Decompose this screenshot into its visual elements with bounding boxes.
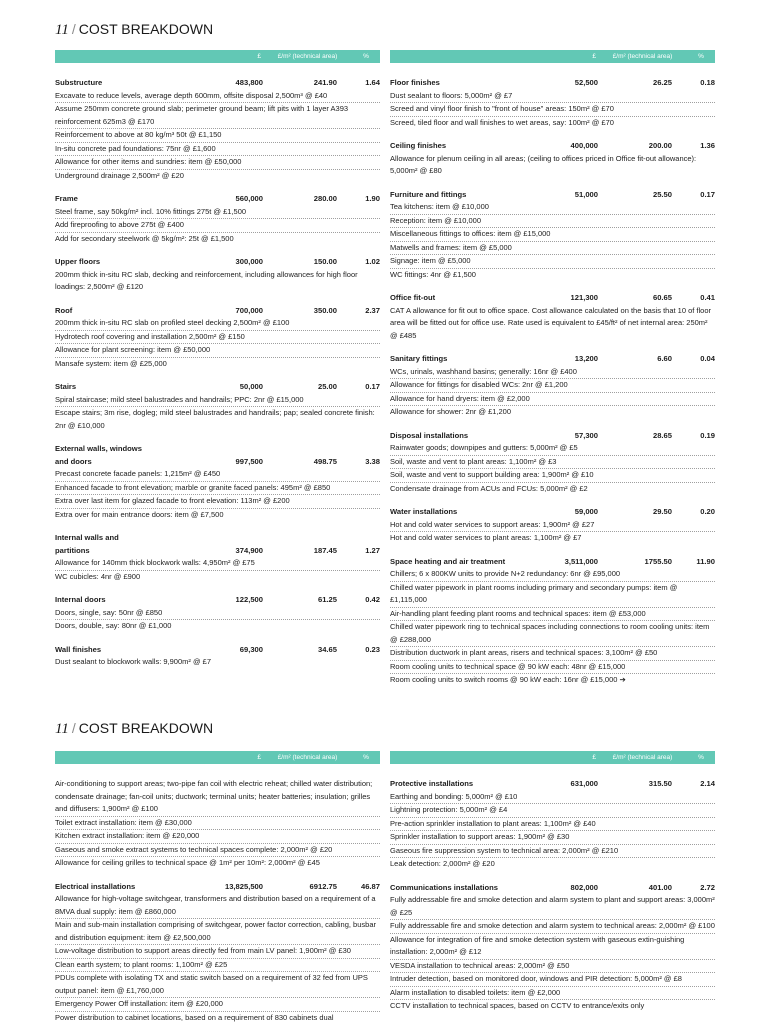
cost-item: CCTV installation to technical spaces, based on CCTV to entrance/exits only	[390, 1001, 645, 1010]
section-total: 51,000	[574, 189, 598, 199]
cost-item: Doors, single, say: 50nr @ £850	[55, 607, 380, 621]
section-name-line: Internal doors	[55, 595, 106, 604]
cost-item: Fully addressable fire and smoke detection and alarm system to technical areas: 2,000m² @ £100	[390, 920, 715, 934]
section-name-line: Electrical installations	[55, 881, 136, 891]
cost-section	[55, 305, 380, 371]
section-name-line: Office fit-out	[390, 293, 436, 302]
cost-item: Miscellaneous fittings to offices: item @ £15,000	[390, 228, 715, 242]
cost-item: Extra over last item for glazed facade to front elevation: 113m² @ £200	[55, 495, 380, 509]
header-total-label: £	[592, 53, 596, 60]
section-total: 631,000	[570, 779, 598, 788]
section-total: 802,000	[570, 882, 598, 892]
cost-item: Escape stairs; 3m rise, dogleg; mild steel balustrades and handrails; pap; sealed concrete finish: 2nr @ £10,000	[55, 408, 375, 430]
section-name-line: Roof	[55, 305, 73, 315]
section-name-line: Stairs	[55, 382, 77, 391]
section-heading	[55, 305, 380, 318]
section-name	[55, 594, 203, 607]
section-percent: 0.20	[700, 507, 715, 516]
section-name	[55, 193, 203, 206]
cost-section	[55, 594, 380, 633]
cost-item: Emergency Power Off installation: item @ £20,000	[55, 998, 380, 1012]
cost-item: VESDA installation to technical areas: 2,000m² @ £50	[390, 960, 715, 974]
section-rate: 34.65	[317, 644, 337, 654]
cost-item: Hydrotech roof covering and installation 2,500m² @ £150	[55, 331, 380, 345]
section-heading	[55, 532, 380, 557]
section-heading	[55, 644, 380, 657]
section-name-line: Floor finishes	[390, 78, 440, 87]
section-name-line: Furniture and fittings	[390, 189, 467, 199]
section-name	[390, 353, 538, 366]
header-total-label: £	[592, 754, 596, 761]
section-heading	[390, 353, 715, 366]
section-percent: 0.17	[700, 189, 715, 199]
section-heading	[390, 882, 715, 895]
cost-item: Screed, tiled floor and wall finishes to wet areas, say: 100m² @ £70	[390, 117, 614, 127]
cost-item: Room cooling units to technical space @ 90 kW each: 48nr @ £15,000	[390, 661, 715, 675]
section-heading	[390, 292, 715, 305]
section-percent: 1.90	[365, 194, 380, 203]
section-name-line: External walls, windows	[55, 444, 142, 453]
cost-column-left	[55, 50, 380, 680]
cost-item: Leak detection: 2,000m² @ £20	[390, 859, 495, 868]
cost-section	[55, 381, 380, 432]
section-heading	[55, 77, 380, 90]
section-rate: 29.50	[652, 507, 672, 516]
cost-item: Soil, waste and vent to plant areas: 1,100m² @ £3	[390, 456, 715, 470]
cost-item: Allowance for high-voltage switchgear, transformers and distribution based on a requirement of a 8MVA dual supply: item @ £860,000	[55, 893, 380, 919]
cost-item: Reinforcement to above at 80 kg/m³ 50t @ £1,150	[55, 129, 380, 143]
section-percent: 3.38	[365, 456, 380, 466]
cost-column-right	[390, 751, 715, 1024]
section-rate: 280.00	[313, 194, 337, 203]
cost-item: Clean earth system; to plant rooms: 1,100m² @ £25	[55, 959, 380, 973]
cost-item: Allowance for 140mm thick blockwork walls: 4,950m² @ £75	[55, 557, 380, 571]
cost-section	[55, 778, 380, 870]
cost-section	[390, 77, 715, 129]
cost-item: Allowance for hand dryers: item @ £2,000	[390, 393, 715, 407]
section-percent: 1.64	[365, 78, 380, 87]
section-percent: 0.04	[700, 354, 715, 363]
section-name-line: Protective installations	[390, 779, 474, 788]
section-rate: 187.45	[313, 545, 337, 555]
cost-item: Mansafe system: item @ £25,000	[55, 358, 167, 368]
section-name	[55, 644, 203, 657]
cost-section	[390, 189, 715, 282]
cost-section	[55, 881, 380, 1024]
cost-item: Spiral staircase; mild steel balustrades and handrails; PPC: 2nr @ £15,000	[55, 394, 380, 408]
section-number: 11	[55, 22, 69, 38]
cost-section	[55, 256, 380, 294]
cost-item: Condensate drainage from ACUs and FCUs: 5,000m² @ £2	[390, 483, 588, 493]
cost-item: Intruder detection, based on monitored door, windows and PIR detection: 5,000m² @ £8	[390, 973, 715, 987]
section-name-line: Substructure	[55, 78, 103, 87]
cost-item: Add fireproofing to above 275t @ £400	[55, 219, 380, 233]
cost-item: WC fittings: 4nr @ £1,500	[390, 269, 476, 279]
section-percent: 0.23	[365, 644, 380, 654]
page-heading	[55, 719, 213, 738]
cost-item: Doors, double, say: 80nr @ £1,000	[55, 621, 172, 630]
cost-item: Earthing and bonding: 5,000m² @ £10	[390, 791, 715, 805]
column-header-bar	[390, 751, 715, 764]
cost-item: Rainwater goods; downpipes and gutters: 5,000m² @ £5	[390, 442, 715, 456]
section-name-line: Water installations	[390, 507, 458, 516]
section-number: 11	[55, 721, 69, 737]
section-rate: 315.50	[648, 779, 672, 788]
section-total: 300,000	[235, 257, 263, 266]
cost-item: Enhanced facade to front elevation; marble or granite faced panels: 495m² @ £850	[55, 482, 380, 496]
cost-section	[390, 430, 715, 496]
cost-section	[390, 556, 715, 687]
section-percent: 1.02	[365, 257, 380, 266]
cost-item: In-situ concrete pad foundations: 75nr @ £1,600	[55, 143, 380, 157]
section-rate: 498.75	[313, 456, 337, 466]
cost-item: Signage: item @ £5,000	[390, 255, 715, 269]
section-heading	[55, 381, 380, 394]
cost-section	[390, 506, 715, 545]
cost-item: Assume 250mm concrete ground slab; perimeter ground beam; lift pits with 1 layer A393 reinforcement 625m3 @ £170	[55, 103, 380, 129]
cost-item: Kitchen extract installation: item @ £20,000	[55, 830, 380, 844]
section-name	[390, 140, 538, 153]
cost-section	[55, 644, 380, 669]
page-title: COST BREAKDOWN	[78, 720, 214, 736]
cost-section	[390, 140, 715, 178]
cost-item: Precast concrete facade panels: 1,215m² @ £450	[55, 468, 380, 482]
cost-section	[55, 193, 380, 245]
cost-column-right	[390, 50, 715, 698]
section-name-line: Space heating and air treatment	[390, 556, 506, 566]
section-total: 997,500	[235, 456, 263, 466]
cost-item: Chillers; 6 x 800KW units to provide N+2 redundancy: 6nr @ £95,000	[390, 568, 715, 582]
section-name	[55, 305, 203, 318]
section-total: 400,000	[570, 141, 598, 150]
cost-item: Allowance for ceiling grilles to technical space @ 1m² per 10m²: 2,000m² @ £45	[55, 858, 320, 867]
section-name-line: Ceiling finishes	[390, 141, 447, 150]
section-rate: 6912.75	[309, 881, 337, 891]
section-heading	[390, 140, 715, 153]
column-header-bar	[55, 751, 380, 764]
section-name	[390, 77, 538, 90]
section-heading	[55, 443, 380, 468]
header-rate-label: £/m² (technical area)	[612, 754, 673, 761]
cost-item: Pre-action sprinkler installation to plant areas: 1,100m² @ £40	[390, 818, 715, 832]
cost-item: Main and sub-main installation comprising of switchgear, power factor correction, cabling, busbar and distribution equipment: item @ £2,500,000	[55, 919, 380, 945]
header-rate-label: £/m² (technical area)	[277, 53, 338, 60]
cost-item: Distribution ductwork in plant areas, risers and technical spaces: 3,100m² @ £50	[390, 647, 715, 661]
cost-item: Extra over for main entrance doors: item @ £7,500	[55, 509, 224, 519]
section-percent: 0.18	[700, 78, 715, 87]
section-name-line: Sanitary fittings	[390, 354, 448, 363]
cost-item: Underground drainage 2,500m² @ £20	[55, 170, 184, 180]
section-total: 121,300	[570, 293, 598, 302]
section-name	[55, 256, 203, 269]
cost-section	[390, 292, 715, 342]
cost-section	[55, 443, 380, 521]
section-heading	[390, 77, 715, 90]
cost-item: Hot and cold water services to plant areas: 1,100m² @ £7	[390, 533, 582, 542]
cost-item: Allowance for shower: 2nr @ £1,200	[390, 407, 512, 416]
cost-item: Chilled water pipework in plant rooms including primary and secondary pumps: item @ £1,115,000	[390, 582, 715, 608]
section-total: 13,825,500	[224, 881, 263, 891]
cost-item: Reception: item @ £10,000	[390, 215, 715, 229]
cost-item: Add for secondary steelwork @ 5kg/m²: 25t @ £1,500	[55, 233, 234, 243]
section-percent: 11.90	[696, 556, 715, 566]
section-total: 122,500	[235, 595, 263, 604]
cost-item: WC cubicles: 4nr @ £900	[55, 571, 141, 581]
section-rate: 26.25	[652, 78, 672, 87]
section-name	[390, 506, 538, 519]
cost-item: WCs, urinals, washhand basins; generally: 16nr @ £400	[390, 366, 715, 380]
section-name	[390, 556, 538, 569]
cost-item: Fully addressable fire and smoke detection and alarm system to plant and support areas: 3,000m² @ £25	[390, 894, 715, 920]
section-total: 3,511,000	[564, 556, 598, 566]
section-heading	[390, 556, 715, 569]
cost-item: Gaseous and smoke extract systems to technical spaces complete: 2,000m² @ £20	[55, 844, 380, 858]
cost-item: Allowance for plenum ceiling in all areas; (ceiling to offices priced in Office fit-out allowance): 5,000m² @ £80	[390, 153, 697, 175]
cost-section	[55, 532, 380, 583]
cost-item: CAT A allowance for fit out to office space. Cost allowance calculated on the basis that 10 of floor area will be fitted out for office use. Rate used is equivalent to £45/ft² of net internal area: 250m² @ £485	[390, 305, 712, 340]
cost-item: 200mm thick in-situ RC slab, decking and reinforcement, including allowances for high floor loadings: 2,500m² @ £120	[55, 269, 358, 291]
section-name	[390, 430, 538, 443]
header-total-label: £	[257, 754, 261, 761]
section-total: 59,000	[574, 507, 598, 516]
section-name-line: Disposal installations	[390, 430, 469, 440]
section-name	[55, 77, 203, 90]
header-total-label: £	[257, 53, 261, 60]
header-percent-label: %	[698, 53, 704, 60]
cost-item: 200mm thick in-situ RC slab on profiled steel decking 2,500m² @ £100	[55, 317, 380, 331]
cost-item: Dust sealant to blockwork walls: 9,900m² @ £7	[55, 657, 212, 666]
section-percent: 0.19	[700, 430, 715, 440]
section-name-line: and doors	[55, 456, 92, 466]
section-heading	[55, 594, 380, 607]
section-total: 69,300	[239, 644, 263, 654]
section-name	[390, 189, 538, 202]
cost-item: Excavate to reduce levels, average depth 600mm, offsite disposal 2,500m³ @ £40	[55, 90, 380, 104]
section-percent: 0.41	[700, 293, 715, 302]
section-total: 483,800	[235, 78, 263, 87]
cost-section	[390, 778, 715, 871]
section-percent: 2.37	[365, 305, 380, 315]
cost-item: Tea kitchens: item @ £10,000	[390, 201, 715, 215]
section-total: 374,900	[235, 545, 263, 555]
cost-item: Power distribution to cabinet locations, based on a requirement of 830 cabinets dual	[55, 1012, 334, 1022]
cost-item: Screed and vinyl floor finish to "front of house" areas: 150m² @ £70	[390, 103, 715, 117]
section-total: 52,500	[574, 78, 598, 87]
cost-column-left	[55, 751, 380, 1024]
section-rate: 200.00	[648, 141, 672, 150]
section-rate: 350.00	[313, 305, 337, 315]
section-name	[55, 443, 203, 468]
header-percent-label: %	[698, 754, 704, 761]
section-total: 50,000	[239, 382, 263, 391]
cost-item: Soil, waste and vent to support building area: 1,900m² @ £10	[390, 469, 715, 483]
cost-item: Toilet extract installation: item @ £30,000	[55, 817, 380, 831]
cost-item: Allowance for fittings for disabled WCs: 2nr @ £1,200	[390, 379, 715, 393]
section-total: 700,000	[235, 305, 263, 315]
section-rate: 28.65	[652, 430, 672, 440]
header-rate-label: £/m² (technical area)	[612, 53, 673, 60]
section-heading	[55, 193, 380, 206]
heading-slash: /	[71, 21, 76, 37]
header-percent-label: %	[363, 53, 369, 60]
section-total: 13,200	[574, 354, 598, 363]
section-name	[55, 381, 203, 394]
cost-item: Air-conditioning to support areas; two-pipe fan coil with electric reheat; chilled water distribution; condensate drainage; fan-coil units; ductwork; terminal units; heater batteries; insulation; grilles and diffusers: 1,900m² @ £100	[55, 778, 380, 817]
cost-item: Low-voltage distribution to support areas directly fed from main LV panel: 1,900m² @ £30	[55, 945, 380, 959]
section-name-line: Internal walls and	[55, 533, 119, 542]
column-header-bar	[55, 50, 380, 63]
cost-section	[55, 77, 380, 182]
page-title: COST BREAKDOWN	[78, 21, 214, 37]
section-name-line: Frame	[55, 194, 78, 203]
column-header-bar	[390, 50, 715, 63]
section-percent: 2.14	[700, 779, 715, 788]
section-name-line: Upper floors	[55, 257, 101, 266]
section-name	[390, 292, 538, 305]
section-rate: 150.00	[313, 257, 337, 266]
cost-item: Steel frame, say 50kg/m² incl. 10% fittings 275t @ £1,500	[55, 206, 380, 220]
page-heading	[55, 20, 213, 39]
section-percent: 2.72	[700, 882, 715, 892]
section-heading	[55, 256, 380, 269]
section-heading	[390, 778, 715, 791]
section-percent: 1.27	[365, 545, 380, 555]
section-heading	[390, 189, 715, 202]
section-rate: 60.65	[652, 293, 672, 302]
section-percent: 0.17	[365, 382, 380, 391]
section-total: 560,000	[235, 194, 263, 203]
section-rate: 61.25	[317, 595, 337, 604]
section-total: 57,300	[574, 430, 598, 440]
section-name	[55, 881, 203, 894]
cost-item: Dust sealant to floors: 5,000m² @ £7	[390, 90, 715, 104]
section-name-line: Communications installations	[390, 882, 499, 892]
cost-item: Allowance for plant screening: item @ £50,000	[55, 344, 380, 358]
section-rate: 6.60	[657, 354, 672, 363]
cost-item: Allowance for integration of fire and smoke detection system with gaseous extin-guishing installation: 2,000m² @ £12	[390, 934, 715, 960]
section-name-line: Wall finishes	[55, 644, 102, 654]
cost-section	[390, 882, 715, 1013]
section-heading	[390, 506, 715, 519]
section-percent: 1.36	[700, 141, 715, 150]
cost-item: PDUs complete with isolating TX and static switch based on a requirement of 32 fed from UPS output panel: item @ £1,760,000	[55, 972, 380, 998]
section-name	[55, 532, 203, 557]
section-name	[390, 882, 538, 895]
section-percent: 46.87	[360, 881, 380, 891]
cost-item: Gaseous fire suppression system to technical area: 2,000m² @ £210	[390, 845, 715, 859]
cost-item: Hot and cold water services to support areas: 1,900m² @ £27	[390, 519, 715, 533]
section-name-line: partitions	[55, 545, 90, 555]
cost-item: Matwells and frames: item @ £5,000	[390, 242, 715, 256]
section-rate: 401.00	[648, 882, 672, 892]
cost-item: Allowance for other items and sundries: item @ £50,000	[55, 156, 380, 170]
section-heading	[55, 881, 380, 894]
heading-slash: /	[71, 720, 76, 736]
section-percent: 0.42	[365, 595, 380, 604]
section-rate: 241.90	[313, 78, 337, 87]
cost-item: Alarm installation to disabled toilets: item @ £2,000	[390, 987, 715, 1001]
section-rate: 25.00	[317, 382, 337, 391]
cost-section	[390, 353, 715, 419]
section-heading	[390, 430, 715, 443]
header-rate-label: £/m² (technical area)	[277, 754, 338, 761]
cost-item: Sprinkler installation to support areas: 1,900m² @ £30	[390, 831, 715, 845]
cost-item: Room cooling units to switch rooms @ 90 kW each: 16nr @ £15,000 ➔	[390, 675, 626, 684]
cost-item: Air-handling plant feeding plant rooms and technical spaces: item @ £53,000	[390, 608, 715, 622]
section-rate: 25.50	[652, 189, 672, 199]
section-rate: 1755.50	[644, 556, 672, 566]
cost-item: Chilled water pipework ring to technical spaces including connections to room cooling units: item @ £288,000	[390, 621, 715, 647]
section-name	[390, 778, 538, 791]
header-percent-label: %	[363, 754, 369, 761]
cost-item: Lightning protection: 5,000m² @ £4	[390, 804, 715, 818]
